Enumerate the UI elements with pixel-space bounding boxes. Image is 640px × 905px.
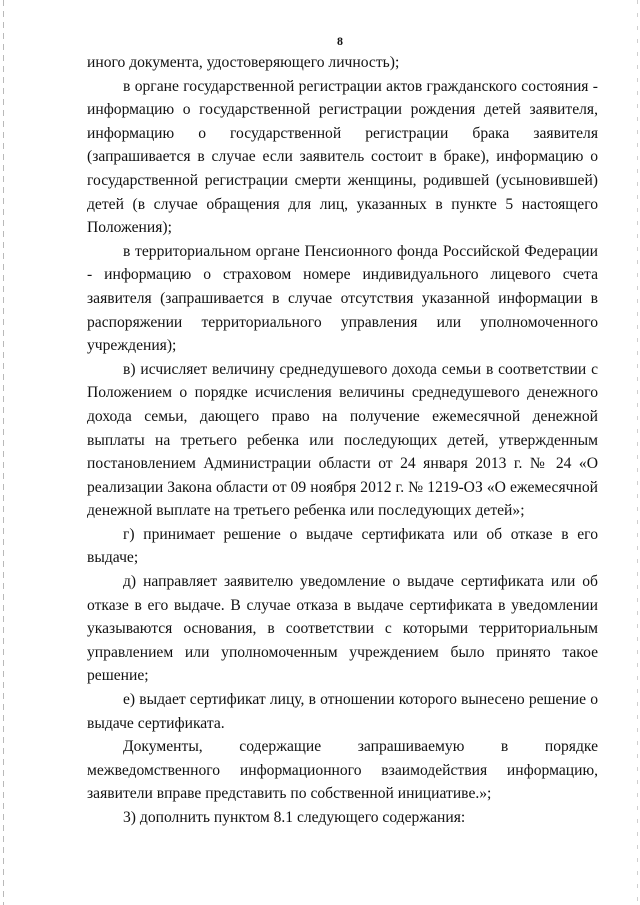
paragraph-item-d-notification: д) направляет заявителю уведомление о выдаче сертификата или об отказе в его выдаче. В случае отказа в выдаче сертификата в уведомлении указываются основания, в соответствии с которыми территориальным управлением или уполномоченным учреждением было принято такое решение; (87, 573, 598, 685)
paragraph-item-e-issue: е) выдает сертификат лицу, в отношении которого вынесено решение о выдаче сертификата. (87, 691, 598, 732)
paragraph-civil-registry: в органе государственной регистрации актов гражданского состояния - информацию о государственной регистрации рождения детей заявителя, информацию о государственной регистрации брака заявителя (запрашивается в случае если заявитель состоит в браке), информацию о государственной регистрации смерти женщины, родившей (усыновившей) детей (в случае обращения для лиц, указанных в пункте 5 настоящего Положения); (87, 77, 598, 237)
paragraph-pension-fund: в территориальном органе Пенсионного фонда Российской Федерации - информацию о страховом номере индивидуального лицевого счета заявителя (запрашивается в случае отсутствия указанной информации в распоряжении территориального управления или уполномоченного учреждения); (87, 242, 598, 355)
paragraph-identity-document-end: иного документа, удостоверяющего личность); (87, 54, 400, 71)
paragraph-amendment-8-1: 3) дополнить пунктом 8.1 следующего содержания: (123, 809, 466, 826)
paragraph-item-v-income: в) исчисляет величину среднедушевого дохода семьи в соответствии с Положением о порядке исчисления величины среднедушевого денежного дохода семьи, дающего право на получение ежемесячной денежной выплаты на третьего ребенка или последующих детей, утвержденным постановлением Администрации области от 24 января 2013 г. № 24 «О реализации Закона области от 09 ноября 2012 г. № 1219-ОЗ «О ежемесячной денежной выплате на третьего ребенка или последующих детей»; (87, 360, 598, 520)
page-number: 8 (337, 34, 343, 48)
paragraph-documents-initiative: Документы, содержащие запрашиваемую в порядке межведомственного информационного взаимодействия информацию, заявители вправе представить по собственной инициативе.»; (87, 738, 598, 803)
scan-edge-left (3, 0, 4, 905)
scan-edge-right (637, 0, 638, 905)
paragraph-item-g-decision: г) принимает решение о выдаче сертификата или об отказе в его выдаче; (87, 525, 598, 567)
document-body (87, 51, 598, 830)
